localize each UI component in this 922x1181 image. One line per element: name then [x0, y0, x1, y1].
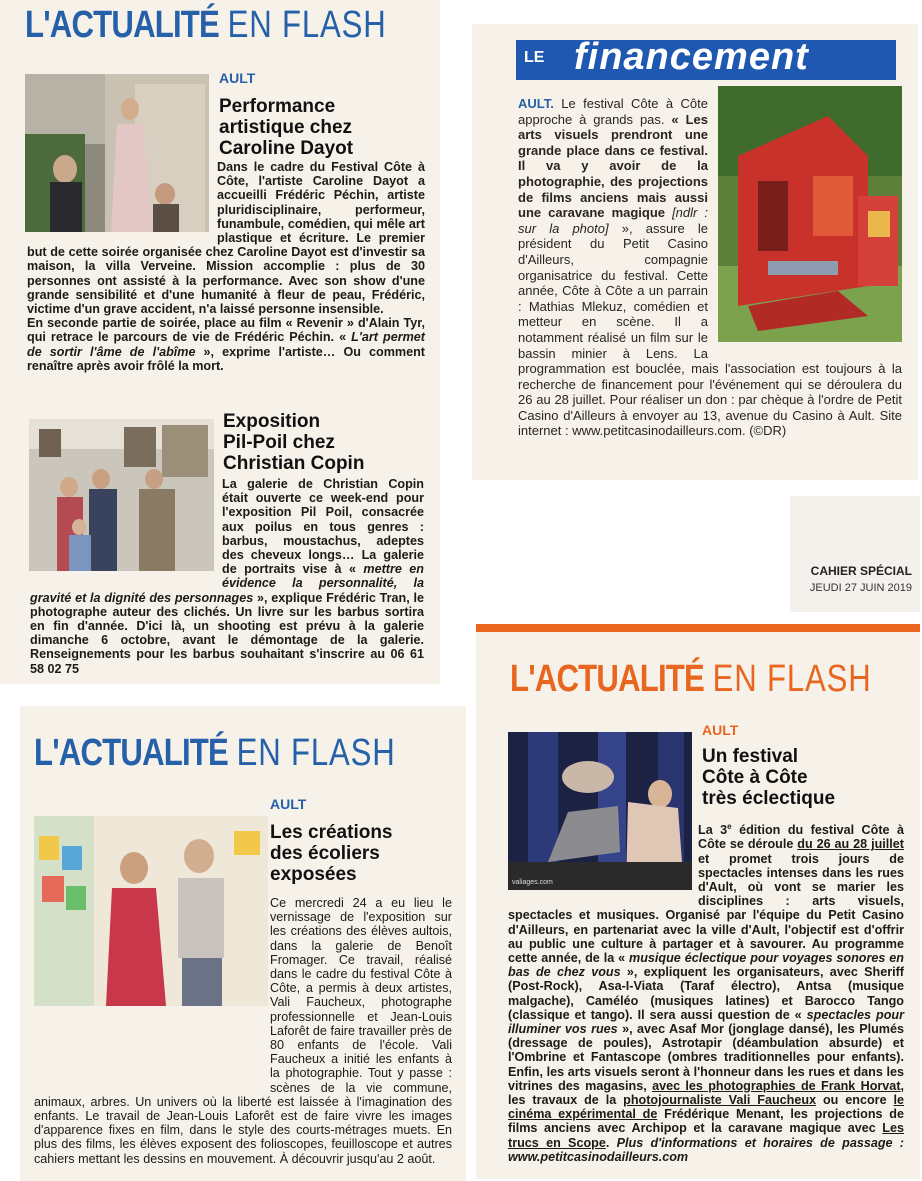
- cahier-date: JEUDI 27 JUIN 2019: [809, 582, 912, 594]
- article-body: Dans le cadre du Festival Côte à Côte, l'artiste Caroline Dayot a accueilli Frédéric Péchin, artiste pluridisciplinaire, performeur, funambule, comédien, qui mêle art plastique et écriture. Le premier but de cette soirée organisée chez Caroline Dayot est d'investir sa maison, la villa Verveine. Mission accomplie : plus de 30 personnes ont assisté à la performance. Avec son show d'une grande sensibilité et d'une humanité à fleur de peau, Frédéric, victime d'un grave accident, n'a laissé personne insensible. En seconde partie de soirée, place au film « Revenir » d'Alain Tyr, qui retrace le parcours de vie de Frédéric Péchin. « L'art permet de sortir l'âme de l'abîme », exprime l'artiste… Ou comment renaître après avoir frôlé la mort.: [27, 160, 425, 373]
- article-kicker: AULT: [270, 796, 307, 812]
- article-headline: Exposition Pil-Poil chez Christian Copin: [223, 411, 365, 474]
- clipping-cahier-special: [790, 496, 920, 612]
- banner: [516, 36, 896, 80]
- section-title-actualite: L'ACTUALITÉ EN FLASH: [510, 658, 872, 700]
- banner-le: LE: [524, 49, 545, 66]
- section-title-actualite: L'ACTUALITÉ EN FLASH: [25, 4, 387, 46]
- orange-rule: [476, 624, 920, 632]
- article-body: Ce mercredi 24 a eu lieu le vernissage de l'exposition sur les créations des élèves aultois, dans la galerie de Benoît Fromager. Ce travail, réalisé dans le cadre du festival Côte à Côte, a permis à deux artistes, Vali Faucheux, photographe professionnelle et Jean-Louis Laforêt de faire travailler près de 80 enfants de l'école. Vali Faucheux a initié les enfants à la photographie. Tout y passe : scènes de la vie commune, animaux, arbres. Un univers où la liberté est laissée à l'imagination des enfants. Le travail de Jean-Louis Laforêt est de faire vivre les images d'apparence fixes en film, dans le style des courts-métrages muets. En plus des films, les élèves exposent des folioscopes, feuilloscope et autres cahiers mettant les dessins en mouvement. À découvrir jusqu'au 2 août.: [34, 896, 452, 1166]
- article-body: AULT. Le festival Côte à Côte approche à grands pas. « Les arts visuels prendront une grande place dans ce festival. Il va y avoir de la photographie, des projections de films anciens mais aussi une caravane magique [ndlr : sur la photo] », assure le président du Petit Casino d'Ailleurs, compagnie organisatrice du festival. Cette année, Côte à Côte a un parrain : Mathias Mlekuz, comédien et metteur en scène. Il a notamment réalisé un film sur le bassin minier à Lens. La programmation est bouclée, mais l'association est toujours à la recherche de financement pour l'événement qui se déroulera du 26 au 28 juillet. Pour réaliser un don : par chèque à l'ordre de Petit Casino d'Ailleurs à envoyer au 13, avenue du Casino à Ault. Site internet : www.petitcasinodailleurs.com. (©DR): [518, 96, 902, 439]
- article-headline: Les créations des écoliers exposées: [270, 822, 393, 885]
- article-body: La 3e édition du festival Côte à Côte se déroule du 26 au 28 juillet et promet trois jours de spectacles intenses dans les rues d'Ault, où vont se marier les disciplines : arts visuels, spectacles et musiques. Organisé par l'équipe du Petit Casino d'Ailleurs, en partenariat avec la ville d'Ault, l'objectif est d'offrir au public une culture à partager et à savourer. Au programme cette année, de la « musique éclectique pour voyages sonores en bas de chez vous », expliquent les organisateurs, avec Sheriff (Post-Rock), Asa-I-Viata (Taraf électro), Antsa (musique malgache), Caméléo (musiques latines) et Barocco Tango (classique et tango). Il sera aussi question de « spectacles pour illuminer vos rues », avec Asaf Mor (jonglage dansé), les Plumés (dressage de poules), Astrotapir (déambulation absurde) et l'Ombrine et Fantascope (ombres traditionnelles pour enfants). Enfin, les arts visuels seront à l'honneur dans les rues et dans les vitrines des magasins, avec les photographies de Frank Horvat, les travaux de la photojournaliste Vali Faucheux ou encore le cinéma expérimental de Frédérique Menant, les projections de films anciens avec Archipop et la caravane magique avec Les trucs en Scope. Plus d'informations et horaires de passage : www.petitcasinodailleurs.com: [508, 822, 905, 1164]
- section-title-actualite: L'ACTUALITÉ EN FLASH: [34, 732, 396, 774]
- article-kicker: AULT: [702, 722, 739, 738]
- clipping-financement: [472, 24, 918, 480]
- cahier-label: CAHIER SPÉCIAL: [810, 564, 912, 578]
- article-headline: Un festival Côte à Côte très éclectique: [702, 746, 836, 809]
- photo-credit: valiages.com: [512, 879, 553, 886]
- article-body: La galerie de Christian Copin était ouverte ce week-end pour l'exposition Pil Poil, consacrée aux poilus en tous genres : barbus, moustachus, adeptes des cheveux longs… La galerie de portraits vise à « mettre en évidence la personnalité, la gravité et la dignité des personnages », explique Frédéric Tran, le photographe auteur des clichés. Un livre sur les barbus sortira en fin d'année. D'ici là, un shooting est prévu à la galerie dimanche 6 octobre, avant le démontage de la galerie. Renseignements pour les barbus souhaitant s'inscrire au 06 61 58 02 75: [30, 477, 424, 676]
- clipping-actualite-performance: [0, 0, 440, 684]
- article-headline: Performance artistique chez Caroline Dayot: [219, 96, 354, 159]
- clipping-actualite-ecoliers: [20, 706, 466, 1181]
- clipping-actualite-festival: [476, 624, 920, 1179]
- banner-title: financement: [574, 36, 809, 78]
- article-kicker: AULT: [219, 70, 256, 86]
